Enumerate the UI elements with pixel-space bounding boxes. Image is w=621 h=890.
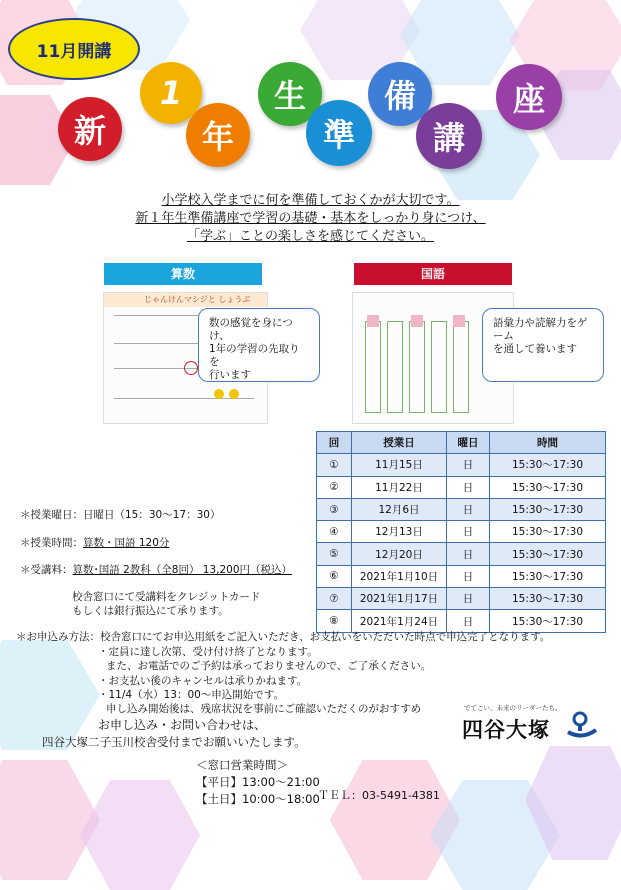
intro-line-3: 「学ぶ」ことの楽しさを感じてください。	[186, 229, 434, 244]
table-row: ⑤ 12月20日 日 15:30～17:30	[317, 543, 606, 565]
contact-line-2: 四谷大塚二子玉川校舎受付までお願いいたします。	[42, 735, 306, 749]
open-month-badge	[8, 18, 140, 80]
badge-text: 11月開講	[36, 41, 112, 62]
title-ball-2: 1	[140, 62, 202, 124]
worksheet-header: じゃんけんマシジと しょうぶ	[144, 295, 251, 304]
contact-line-1: お申し込み・お問い合わせは、	[98, 718, 267, 732]
table-row: ⑥ 2021年1月10日 日 15:30～17:30	[317, 565, 606, 587]
table-row: ② 11月22日 日 15:30～17:30	[317, 476, 606, 498]
title-ball-7: 講	[416, 103, 482, 169]
intro-line-2: 新１年生準備講座で学習の基礎・基本をしっかり身につけ、	[135, 211, 486, 226]
title-ball-5: 準	[306, 100, 372, 166]
payment-note-1: 校舎窓口にて受講料をクレジットカード	[72, 591, 261, 603]
class-day: ＊授業曜日：日曜日（15：30～17：30）	[20, 509, 221, 521]
title-ball-6: 備	[368, 62, 432, 126]
application-note-1: ・定員に達し次第、受け付け終了となります。	[98, 646, 318, 658]
table-header-row	[317, 432, 606, 454]
payment-note-2: もしくは銀行振込にて承ります。	[72, 605, 229, 617]
table-row: ⑧ 2021年1月24日 日 15:30～17:30	[317, 610, 606, 632]
intro-line-1: 小学校入学までに何を準備しておくかが大切です。	[161, 193, 460, 208]
table-row: ③ 12月6日 日 15:30～17:30	[317, 498, 606, 520]
weekday-hours: 【平日】13:00～21:00	[196, 775, 320, 789]
col-session: 回	[317, 432, 352, 454]
col-weekday: 曜日	[447, 432, 490, 454]
japanese-header-bar: 国語	[354, 263, 512, 285]
title-ball-1: 新	[58, 97, 122, 161]
weekend-hours: 【土日】10:00～18:00	[196, 792, 320, 806]
logo-mark-icon	[564, 710, 600, 738]
application-note-3: ・お支払い後のキャンセルは承りかねます。	[98, 675, 308, 687]
table-row: ⑦ 2021年1月17日 日 15:30～17:30	[317, 588, 606, 610]
telephone: ＴＥＬ：03-5491-4381	[318, 789, 440, 802]
title-ball-8: 座	[496, 64, 562, 130]
math-header-bar: 算数	[104, 263, 262, 285]
table-row: ④ 12月13日 日 15:30～17:30	[317, 521, 606, 543]
math-callout: 数の感覚を身につけ、 1年の学習の先取りを 行います	[198, 308, 320, 382]
logo-tagline: でてこい、未来のリーダーたち。	[464, 704, 562, 712]
office-hours-title: ＜窓口営業時間＞	[196, 758, 288, 772]
title-ball-4: 生	[258, 62, 322, 126]
title-ball-3: 年	[186, 103, 250, 167]
application-note-4: ・11/4（水）13：00～申込開始です。	[98, 689, 284, 701]
table-row: ① 11月15日 日 15:30～17:30	[317, 454, 606, 476]
schedule-table	[316, 431, 606, 633]
col-date: 授業日	[352, 432, 447, 454]
logo-name: 四谷大塚	[462, 718, 550, 742]
application-note-5: 申し込み開始後は、残席状況を事前にご確認いただくのがおすすめ	[106, 703, 422, 715]
application-note-2: また、お電話でのご予約は承っておりませんので、ご了承ください。	[106, 660, 432, 672]
tuition-fee: ＊受講料：算数･国語 2教科（全8回） 13,200円（税込）	[20, 564, 293, 576]
application-method: ＊お申込み方法：校舎窓口にてお申込用紙をご記入いただき、お支払いをいただいた時点で申込完了となります。	[16, 631, 551, 643]
japanese-callout: 語彙力や読解力をゲーム を通して養います	[482, 308, 604, 382]
class-hours: ＊授業時間：算数・国語 120分	[20, 537, 170, 549]
yotsuya-otsuka-logo	[452, 700, 616, 746]
col-time: 時間	[490, 432, 606, 454]
